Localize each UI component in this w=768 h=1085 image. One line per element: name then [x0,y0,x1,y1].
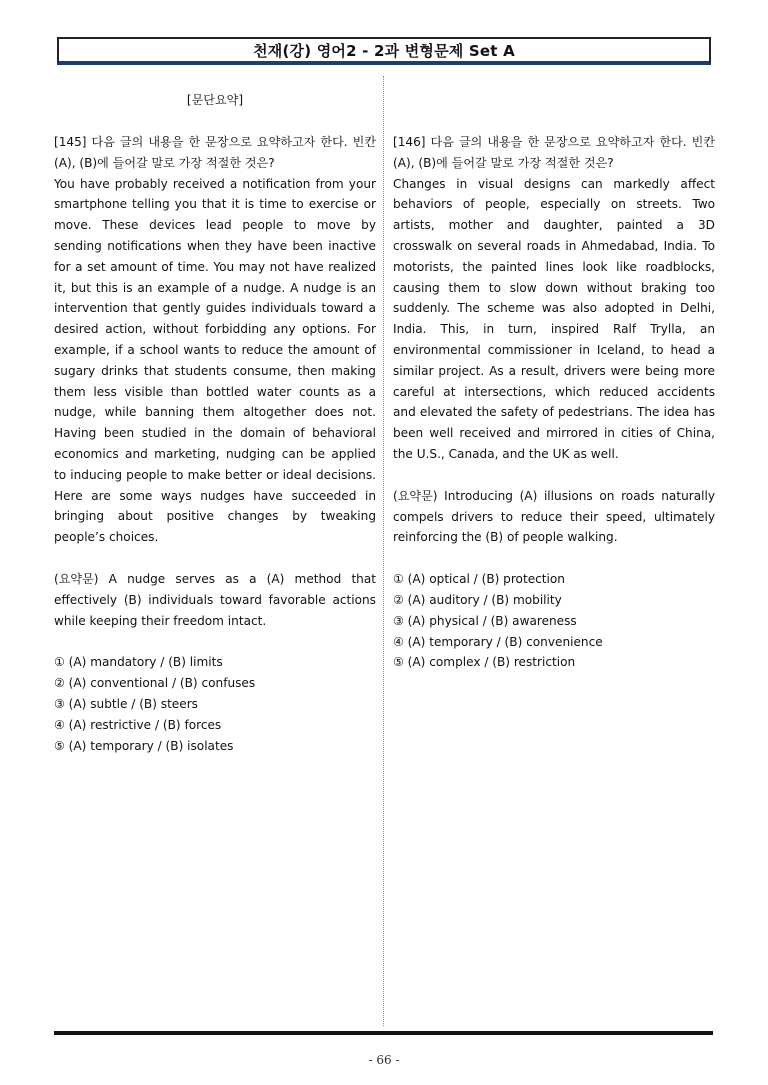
page-title: 천재(강) 영어2 - 2과 변형문제 Set A [253,41,515,60]
question-146-passage: Changes in visual designs can markedly affect behaviors of people, especially on streets. Two artists, mother and daughter, painted a 3D crosswalk on several roads in Ahmedabad, India. To motorists, the painted lines look like roadblocks, causing them to slow down without braking too suddenly. The scheme was also adopted in Delhi, India. This, in turn, inspired Ralf Trylla, an environmental commissioner in Iceland, to head a similar project. As a result, drivers were being more careful at intersections, which reduced accidents and elevated the safety of pedestrians. The idea has been well received and mirrored in cities of China, the U.S., Canada, and the UK as well. [393,176,715,461]
right-column [393,90,715,673]
question-145-option-2[interactable]: ② (A) conventional / (B) confuses [54,676,256,691]
question-145-option-3[interactable]: ③ (A) subtle / (B) steers [54,696,198,711]
question-145-summary: (요약문) A nudge serves as a (A) method that effectively (B) individuals toward favorable actions while keeping their freedom intact. [54,571,376,628]
question-145-passage: You have probably received a notification from your smartphone telling you that it is time to exercise or move. These devices lead people to move by sending notifications when they have been inactive for a set amount of time. You may not have realized it, but this is an example of a nudge. A nudge is an intervention that gently guides individuals toward a desired action, without forbidding any options. For example, if a school wants to reduce the amount of sugary drinks that students consume, then making them less visible than bottled water counts as a nudge, while banning them altogether does not. Having been studied in the domain of behavioral economics and marketing, nudging can be applied to inducing people to make better or ideal decisions. Here are some ways nudges have succeeded in bringing about positive changes by tweaking people’s choices. [54,176,376,545]
question-145-prompt: [145] 다음 글의 내용을 한 문장으로 요약하고자 한다. 빈칸 (A), (B)에 들어갈 말로 가장 적절한 것은? [54,135,376,170]
question-145-option-5[interactable]: ⑤ (A) temporary / (B) isolates [54,738,234,753]
column-divider [383,76,384,1026]
question-145-option-4[interactable]: ④ (A) restrictive / (B) forces [54,717,222,732]
question-146-prompt: [146] 다음 글의 내용을 한 문장으로 요약하고자 한다. 빈칸 (A), (B)에 들어갈 말로 가장 적절한 것은? [393,135,715,170]
question-146-option-3[interactable]: ③ (A) physical / (B) awareness [393,613,577,628]
footer-rule [54,1031,713,1035]
question-146-summary: (요약문) Introducing (A) illusions on roads naturally compels drivers to reduce their speed, ultimately reinforcing the (B) of people walking. [393,488,715,545]
page-header [57,37,711,65]
question-146-option-1[interactable]: ① (A) optical / (B) protection [393,572,565,587]
section-label: [문단요약] [186,93,244,107]
question-145-option-1[interactable]: ① (A) mandatory / (B) limits [54,655,223,670]
left-column [54,90,376,756]
question-146-option-4[interactable]: ④ (A) temporary / (B) convenience [393,634,603,649]
question-146-option-2[interactable]: ② (A) auditory / (B) mobility [393,592,562,607]
page-number: - 66 - [368,1053,400,1067]
question-146-option-5[interactable]: ⑤ (A) complex / (B) restriction [393,655,576,670]
